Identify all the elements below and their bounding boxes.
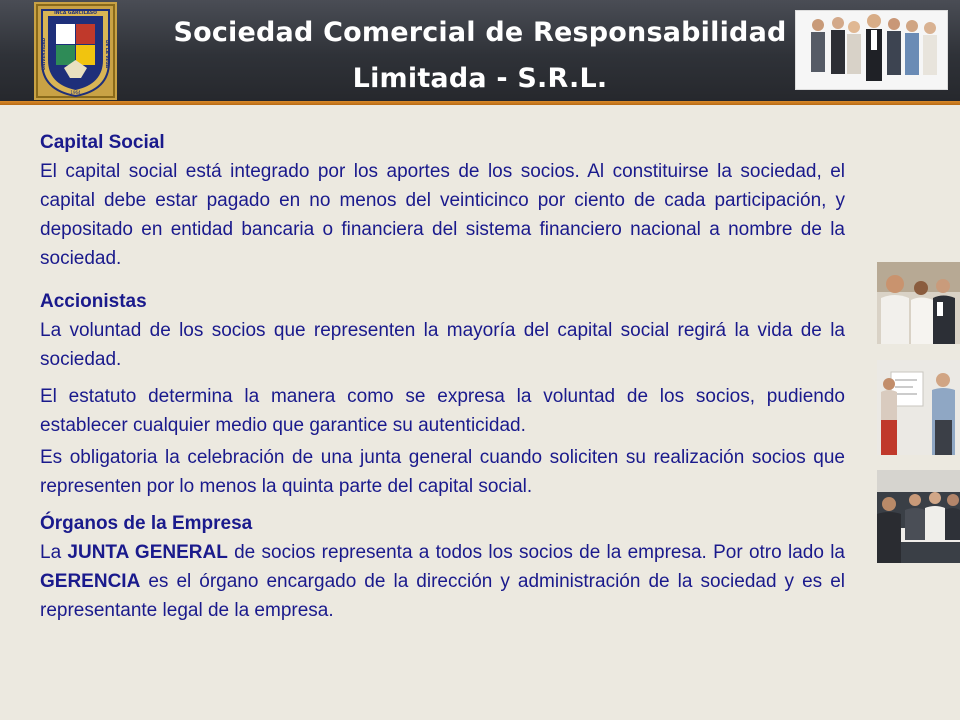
slide-body — [40, 128, 845, 625]
header-accent-line — [0, 101, 960, 105]
section-heading-capital: Capital Social — [40, 132, 165, 153]
organos-text-2: de socios representa a todos los socios de la empresa. Por otro lado la — [227, 542, 845, 563]
slide-title-line2: Limitada - S.R.L. — [352, 63, 608, 94]
accionistas-paragraph-3: Es obligatoria la celebración de una junta general cuando soliciten su realización socios que representen por lo menos la quinta parte del capital social. — [40, 447, 845, 497]
whiteboard-presentation-photo — [877, 360, 960, 455]
logo-year: 1964 — [70, 90, 81, 95]
conference-room-photo — [877, 470, 960, 563]
section-heading-accionistas: Accionistas — [40, 291, 147, 312]
section-heading-organos: Órganos de la Empresa — [40, 513, 253, 534]
slide-title-line1: Sociedad Comercial de Responsabilidad — [173, 17, 787, 48]
capital-paragraph: El capital social está integrado por los aportes de los socios. Al constituirse la sociedad, el capital debe estar pagado en no menos del veinticinco por ciento de cada participación, y depositado en entidad bancaria o financiera del sistema financiero nacional a nombre de la sociedad. — [40, 161, 845, 269]
organos-text-1: La — [40, 542, 68, 563]
logo-left-text: UNIVERSIDAD — [41, 37, 46, 71]
slide-title — [150, 10, 810, 102]
applauding-meeting-photo — [877, 262, 960, 344]
organos-text-3: es el órgano encargado de la dirección y administración de la sociedad y es el representante legal de la empresa. — [40, 571, 845, 621]
university-crest-icon — [34, 2, 117, 100]
logo-arc-text: INCA GARCILASO — [54, 11, 97, 16]
logo-right-text: DE LA VEGA — [105, 40, 110, 68]
gerencia-term: GERENCIA — [40, 571, 141, 592]
slide-header — [0, 0, 960, 101]
accionistas-paragraph-2: El estatuto determina la manera como se expresa la voluntad de los socios, pudiendo establecer cualquier medio que garantice su autenticidad. — [40, 386, 845, 436]
business-team-photo — [795, 10, 948, 90]
junta-general-term: JUNTA GENERAL — [67, 542, 228, 563]
organos-paragraph — [40, 538, 845, 625]
accionistas-paragraph-1: La voluntad de los socios que representen la mayoría del capital social regirá la vida de la sociedad. — [40, 320, 845, 370]
